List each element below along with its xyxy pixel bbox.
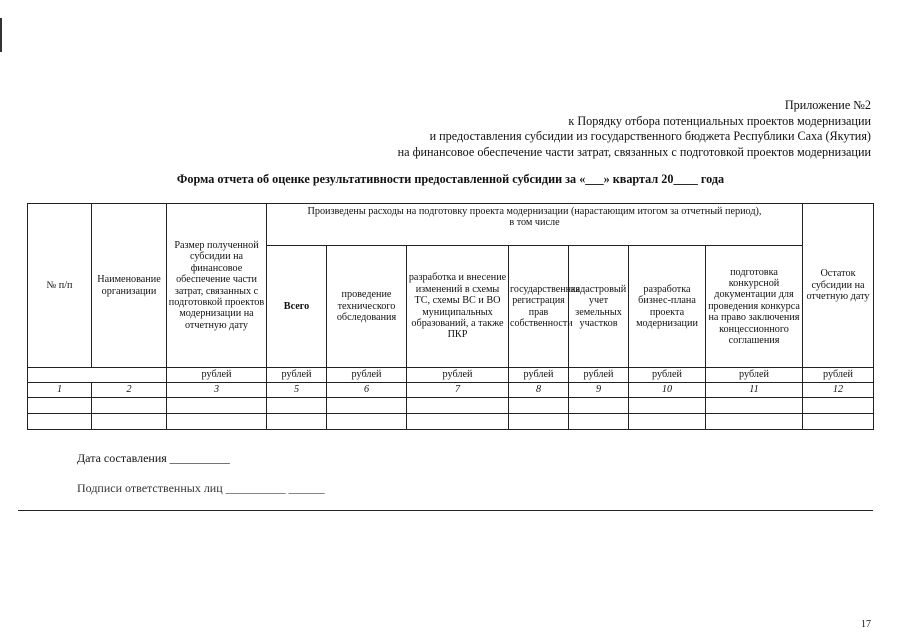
signatures-label: Подписи ответственных лиц __________ ______ xyxy=(77,481,325,495)
header-row xyxy=(28,204,874,246)
header-remainder: Остаток субсидии на отчетную дату xyxy=(803,204,874,368)
divider-line xyxy=(18,510,873,511)
table-cell xyxy=(803,398,874,414)
appendix-line: и предоставления субсидии из государственного бюджета Республики Саха (Якутия) xyxy=(429,129,871,144)
column-number: 12 xyxy=(803,383,874,398)
table-row xyxy=(28,398,874,414)
table-cell xyxy=(569,414,629,430)
header-survey: проведение технического обследования xyxy=(327,246,407,368)
table-cell xyxy=(803,414,874,430)
form-title: Форма отчета об оценке результативности предоставленной субсидии за «___» квартал 20____ года xyxy=(176,172,725,186)
header-num: № п/п xyxy=(28,204,92,368)
column-number: 8 xyxy=(509,383,569,398)
table-cell xyxy=(629,414,706,430)
header-expenses-group xyxy=(267,204,803,246)
units-row xyxy=(28,368,874,383)
units-cell: рублей xyxy=(167,368,267,383)
table-cell xyxy=(629,398,706,414)
report-table xyxy=(27,203,874,430)
appendix-line: Приложение №2 xyxy=(784,98,871,112)
column-number: 9 xyxy=(569,383,629,398)
table-cell xyxy=(92,414,167,430)
column-number: 3 xyxy=(167,383,267,398)
header-total: Всего xyxy=(267,246,327,368)
header-including: в том числе xyxy=(509,217,560,229)
header-cadastre: кадастровый учет земельных участков xyxy=(569,246,629,368)
table-row xyxy=(28,414,874,430)
table-cell xyxy=(327,414,407,430)
page-number: 17 xyxy=(861,619,871,630)
units-cell: рублей xyxy=(803,368,874,383)
table-cell xyxy=(327,398,407,414)
table-cell xyxy=(167,414,267,430)
table-cell xyxy=(569,398,629,414)
date-label: Дата составления __________ xyxy=(77,451,230,465)
units-cell: рублей xyxy=(267,368,327,383)
units-cell: рублей xyxy=(327,368,407,383)
table-cell xyxy=(167,398,267,414)
table-cell xyxy=(509,414,569,430)
column-number: 11 xyxy=(706,383,803,398)
units-cell: рублей xyxy=(407,368,509,383)
units-cell: рублей xyxy=(569,368,629,383)
units-empty-cell xyxy=(28,368,167,383)
table-cell xyxy=(267,398,327,414)
units-cell: рублей xyxy=(509,368,569,383)
column-number: 6 xyxy=(327,383,407,398)
header-tender: подготовка конкурсной документации для проведения конкурса на право заключения концессионного соглашения xyxy=(706,246,803,368)
column-number: 2 xyxy=(92,383,167,398)
table-cell xyxy=(267,414,327,430)
table-cell xyxy=(509,398,569,414)
table-cell xyxy=(28,398,92,414)
table-cell xyxy=(92,398,167,414)
appendix-line: на финансовое обеспечение части затрат, связанных с подготовкой проектов модернизации xyxy=(397,144,871,159)
appendix-header xyxy=(398,98,871,160)
units-cell: рублей xyxy=(629,368,706,383)
column-number: 5 xyxy=(267,383,327,398)
column-number: 10 xyxy=(629,383,706,398)
scan-edge-mark xyxy=(0,18,2,52)
units-cell: рублей xyxy=(706,368,803,383)
header-subsidy: Размер полученной субсидии на финансовое обеспечение части затрат, связанных с подготовкой проектов модернизации на отчетную дату xyxy=(167,204,267,368)
header-expenses: Произведены расходы на подготовку проекта модернизации (нарастающим итогом за отчетный период), xyxy=(307,206,762,217)
header-schemes: разработка и внесение изменений в схемы ТС, схемы ВС и ВО муниципальных образований, а также ПКР xyxy=(407,246,509,368)
column-number-row xyxy=(28,383,874,398)
column-number: 1 xyxy=(28,383,92,398)
column-number: 7 xyxy=(407,383,509,398)
table-cell xyxy=(706,414,803,430)
header-registration: государственная регистрация прав собственности xyxy=(509,246,569,368)
table-cell xyxy=(28,414,92,430)
table-cell xyxy=(407,398,509,414)
header-organization: Наименование организации xyxy=(92,204,167,368)
appendix-line: к Порядку отбора потенциальных проектов модернизации xyxy=(568,113,871,128)
table-cell xyxy=(706,398,803,414)
table-cell xyxy=(407,414,509,430)
header-business-plan: разработка бизнес-плана проекта модернизации xyxy=(629,246,706,368)
